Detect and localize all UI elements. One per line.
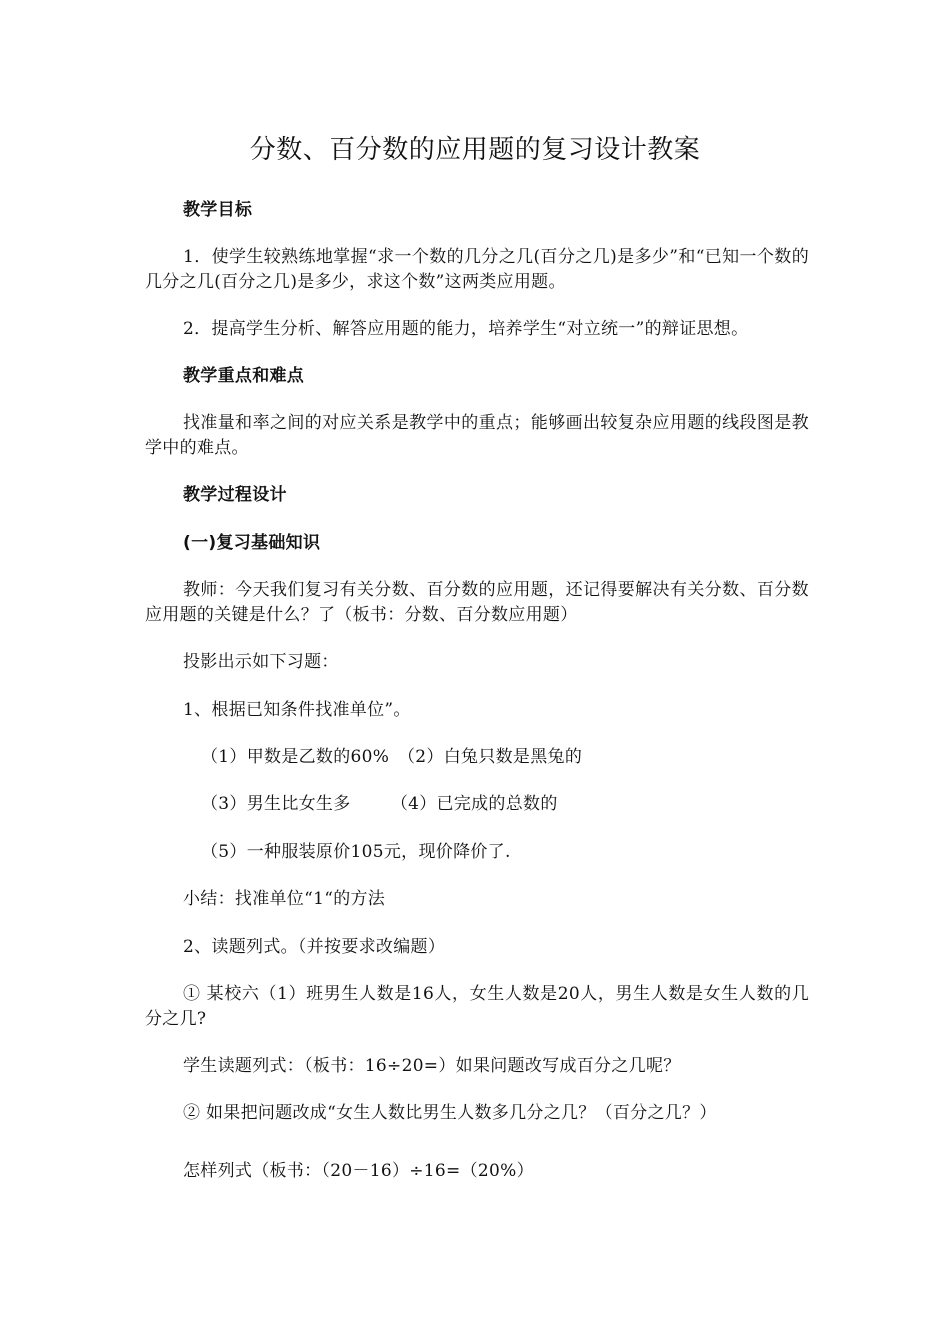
document-title: 分数、百分数的应用题的复习设计教案 bbox=[249, 135, 701, 165]
paragraph-student-answer: 学生读题列式：（板书：16÷20=）如果问题改写成百分之几呢？ bbox=[183, 1056, 681, 1076]
paragraph-formula: 怎样列式（板书：（20－16）÷16=（20%） bbox=[183, 1161, 534, 1181]
paragraph-items-1-2: （1）甲数是乙数的60% （2）白兔只数是黑兔的 bbox=[201, 747, 583, 767]
paragraph-goal-2: 2．提高学生分析、解答应用题的能力，培养学生“对立统一”的辩证思想。 bbox=[183, 319, 749, 339]
heading-key-points: 教学重点和难点 bbox=[183, 366, 305, 386]
heading-process-design: 教学过程设计 bbox=[183, 485, 287, 505]
paragraph-problem-1: ① 某校六（1）班男生人数是16人，女生人数是20人，男生人数是女生人数的几分之几? bbox=[145, 984, 809, 1029]
paragraph-items-3-4: （3）男生比女生多 （4）已完成的总数的 bbox=[201, 794, 558, 814]
paragraph-item-5: （5）一种服装原价105元，现价降价了. bbox=[201, 842, 511, 862]
paragraph-exercise-1: 1、根据已知条件找准单位”。 bbox=[183, 700, 411, 720]
paragraph-key-points: 找准量和率之间的对应关系是教学中的重点；能够画出较复杂应用题的线段图是教学中的难点。 bbox=[145, 413, 809, 458]
paragraph-goal-1: 1．使学生较熟练地掌握“求一个数的几分之几(百分之几)是多少”和“已知一个数的几分之几(百分之几)是多少，求这个数”这两类应用题。 bbox=[145, 247, 809, 292]
paragraph-exercise-2: 2、读题列式。（并按要求改编题） bbox=[183, 937, 446, 957]
heading-review-basics: (一)复习基础知识 bbox=[183, 533, 321, 553]
heading-teaching-goals: 教学目标 bbox=[183, 200, 253, 220]
paragraph-problem-2: ② 如果把问题改成“女生人数比男生人数多几分之几？（百分之几？） bbox=[183, 1103, 717, 1123]
paragraph-summary: 小结：找准单位“1“的方法 bbox=[183, 889, 386, 909]
paragraph-teacher-intro: 教师：今天我们复习有关分数、百分数的应用题，还记得要解决有关分数、百分数应用题的关键是什么？了（板书：分数、百分数应用题） bbox=[145, 580, 809, 625]
paragraph-projection: 投影出示如下习题： bbox=[183, 652, 339, 672]
